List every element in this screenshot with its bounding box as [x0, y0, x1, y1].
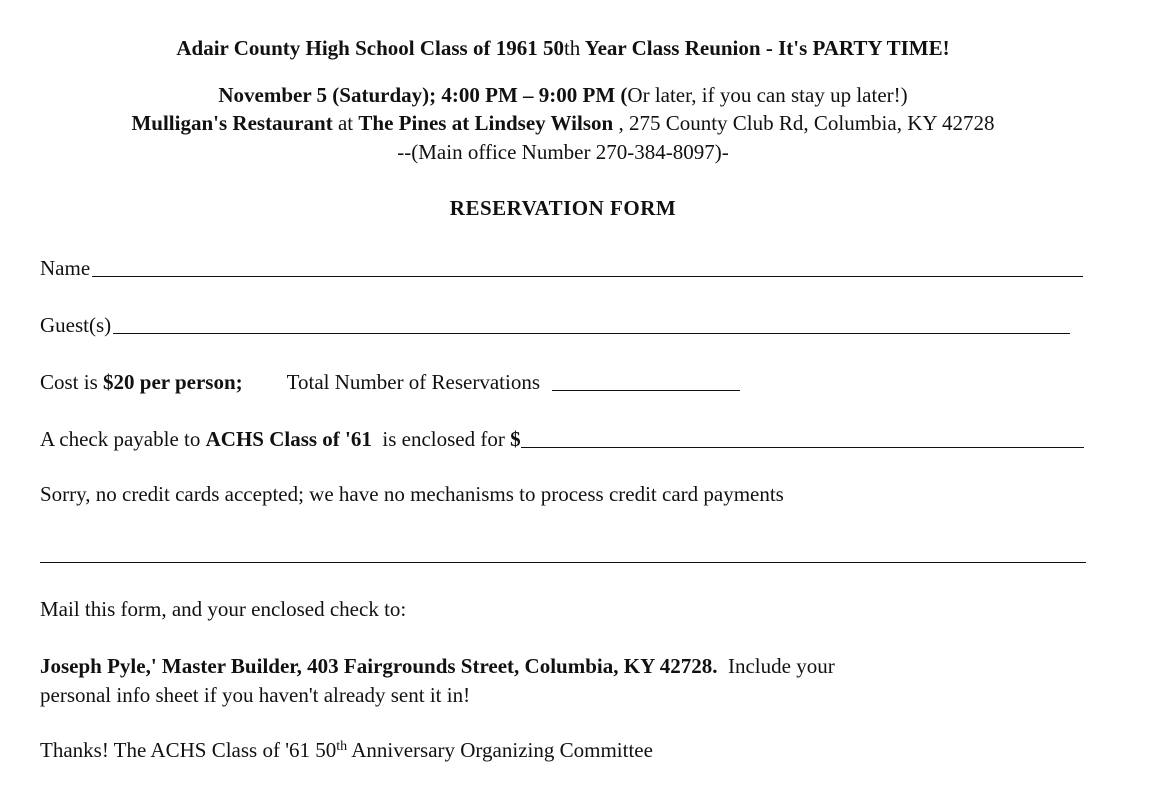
cost-label: Cost is	[40, 370, 98, 394]
cost-amount: $20 per person;	[103, 370, 243, 394]
event-date-note: Or later, if you can stay up later!)	[627, 83, 908, 107]
event-date-bold: November 5 (Saturday); 4:00 PM – 9:00 PM (	[218, 83, 628, 107]
mail-instructions: Mail this form, and your enclosed check to:	[40, 597, 407, 621]
thanks-signoff	[40, 738, 653, 763]
check-text-1: A check payable to	[40, 427, 201, 451]
mailing-address-bold: Joseph Pyle,' Master Builder, 403 Fairgrounds Street, Columbia, KY 42728.	[40, 654, 718, 678]
guests-field-row	[40, 311, 1070, 338]
check-payee: ACHS Class of '61	[205, 427, 372, 451]
check-text-2: is enclosed for	[371, 427, 511, 451]
event-venue	[0, 111, 1126, 136]
cost-row	[40, 368, 740, 395]
form-title: RESERVATION FORM	[449, 196, 677, 220]
mailing-address	[40, 654, 835, 679]
thanks-th: th	[336, 739, 348, 754]
office-number: --(Main office Number 270-384-8097)-	[397, 140, 729, 164]
no-credit-cards-notice: Sorry, no credit cards accepted; we have no mechanisms to process credit card payments	[40, 482, 784, 506]
guests-label: Guest(s)	[40, 313, 112, 337]
title-th: th	[563, 36, 581, 60]
venue-pines: The Pines at Lindsey Wilson	[358, 111, 614, 135]
check-dollar-sign: $	[510, 427, 521, 451]
name-field-row	[40, 254, 1083, 281]
document-title	[0, 36, 1126, 61]
total-reservations-blank[interactable]	[552, 368, 740, 391]
venue-at: at	[332, 111, 359, 135]
total-reservations-label: Total Number of Reservations	[286, 370, 541, 394]
thanks-part-1: Thanks! The ACHS Class of '61 50	[40, 738, 337, 762]
event-date-time	[0, 83, 1126, 108]
guests-blank[interactable]	[113, 311, 1070, 334]
personal-info-note: personal info sheet if you haven't already sent it in!	[40, 683, 471, 707]
check-amount-blank[interactable]	[521, 425, 1084, 448]
separator-line	[40, 562, 1086, 563]
name-blank[interactable]	[92, 254, 1083, 277]
check-row	[40, 425, 1084, 452]
venue-restaurant: Mulligan's Restaurant	[131, 111, 333, 135]
venue-address: , 275 County Club Rd, Columbia, KY 42728	[613, 111, 995, 135]
title-part-1: Adair County High School Class of 1961 50	[176, 36, 564, 60]
name-label: Name	[40, 256, 91, 280]
thanks-part-2: Anniversary Organizing Committee	[347, 738, 653, 762]
title-part-2: Year Class Reunion - It's PARTY TIME!	[580, 36, 950, 60]
mailing-address-note: Include your	[717, 654, 835, 678]
